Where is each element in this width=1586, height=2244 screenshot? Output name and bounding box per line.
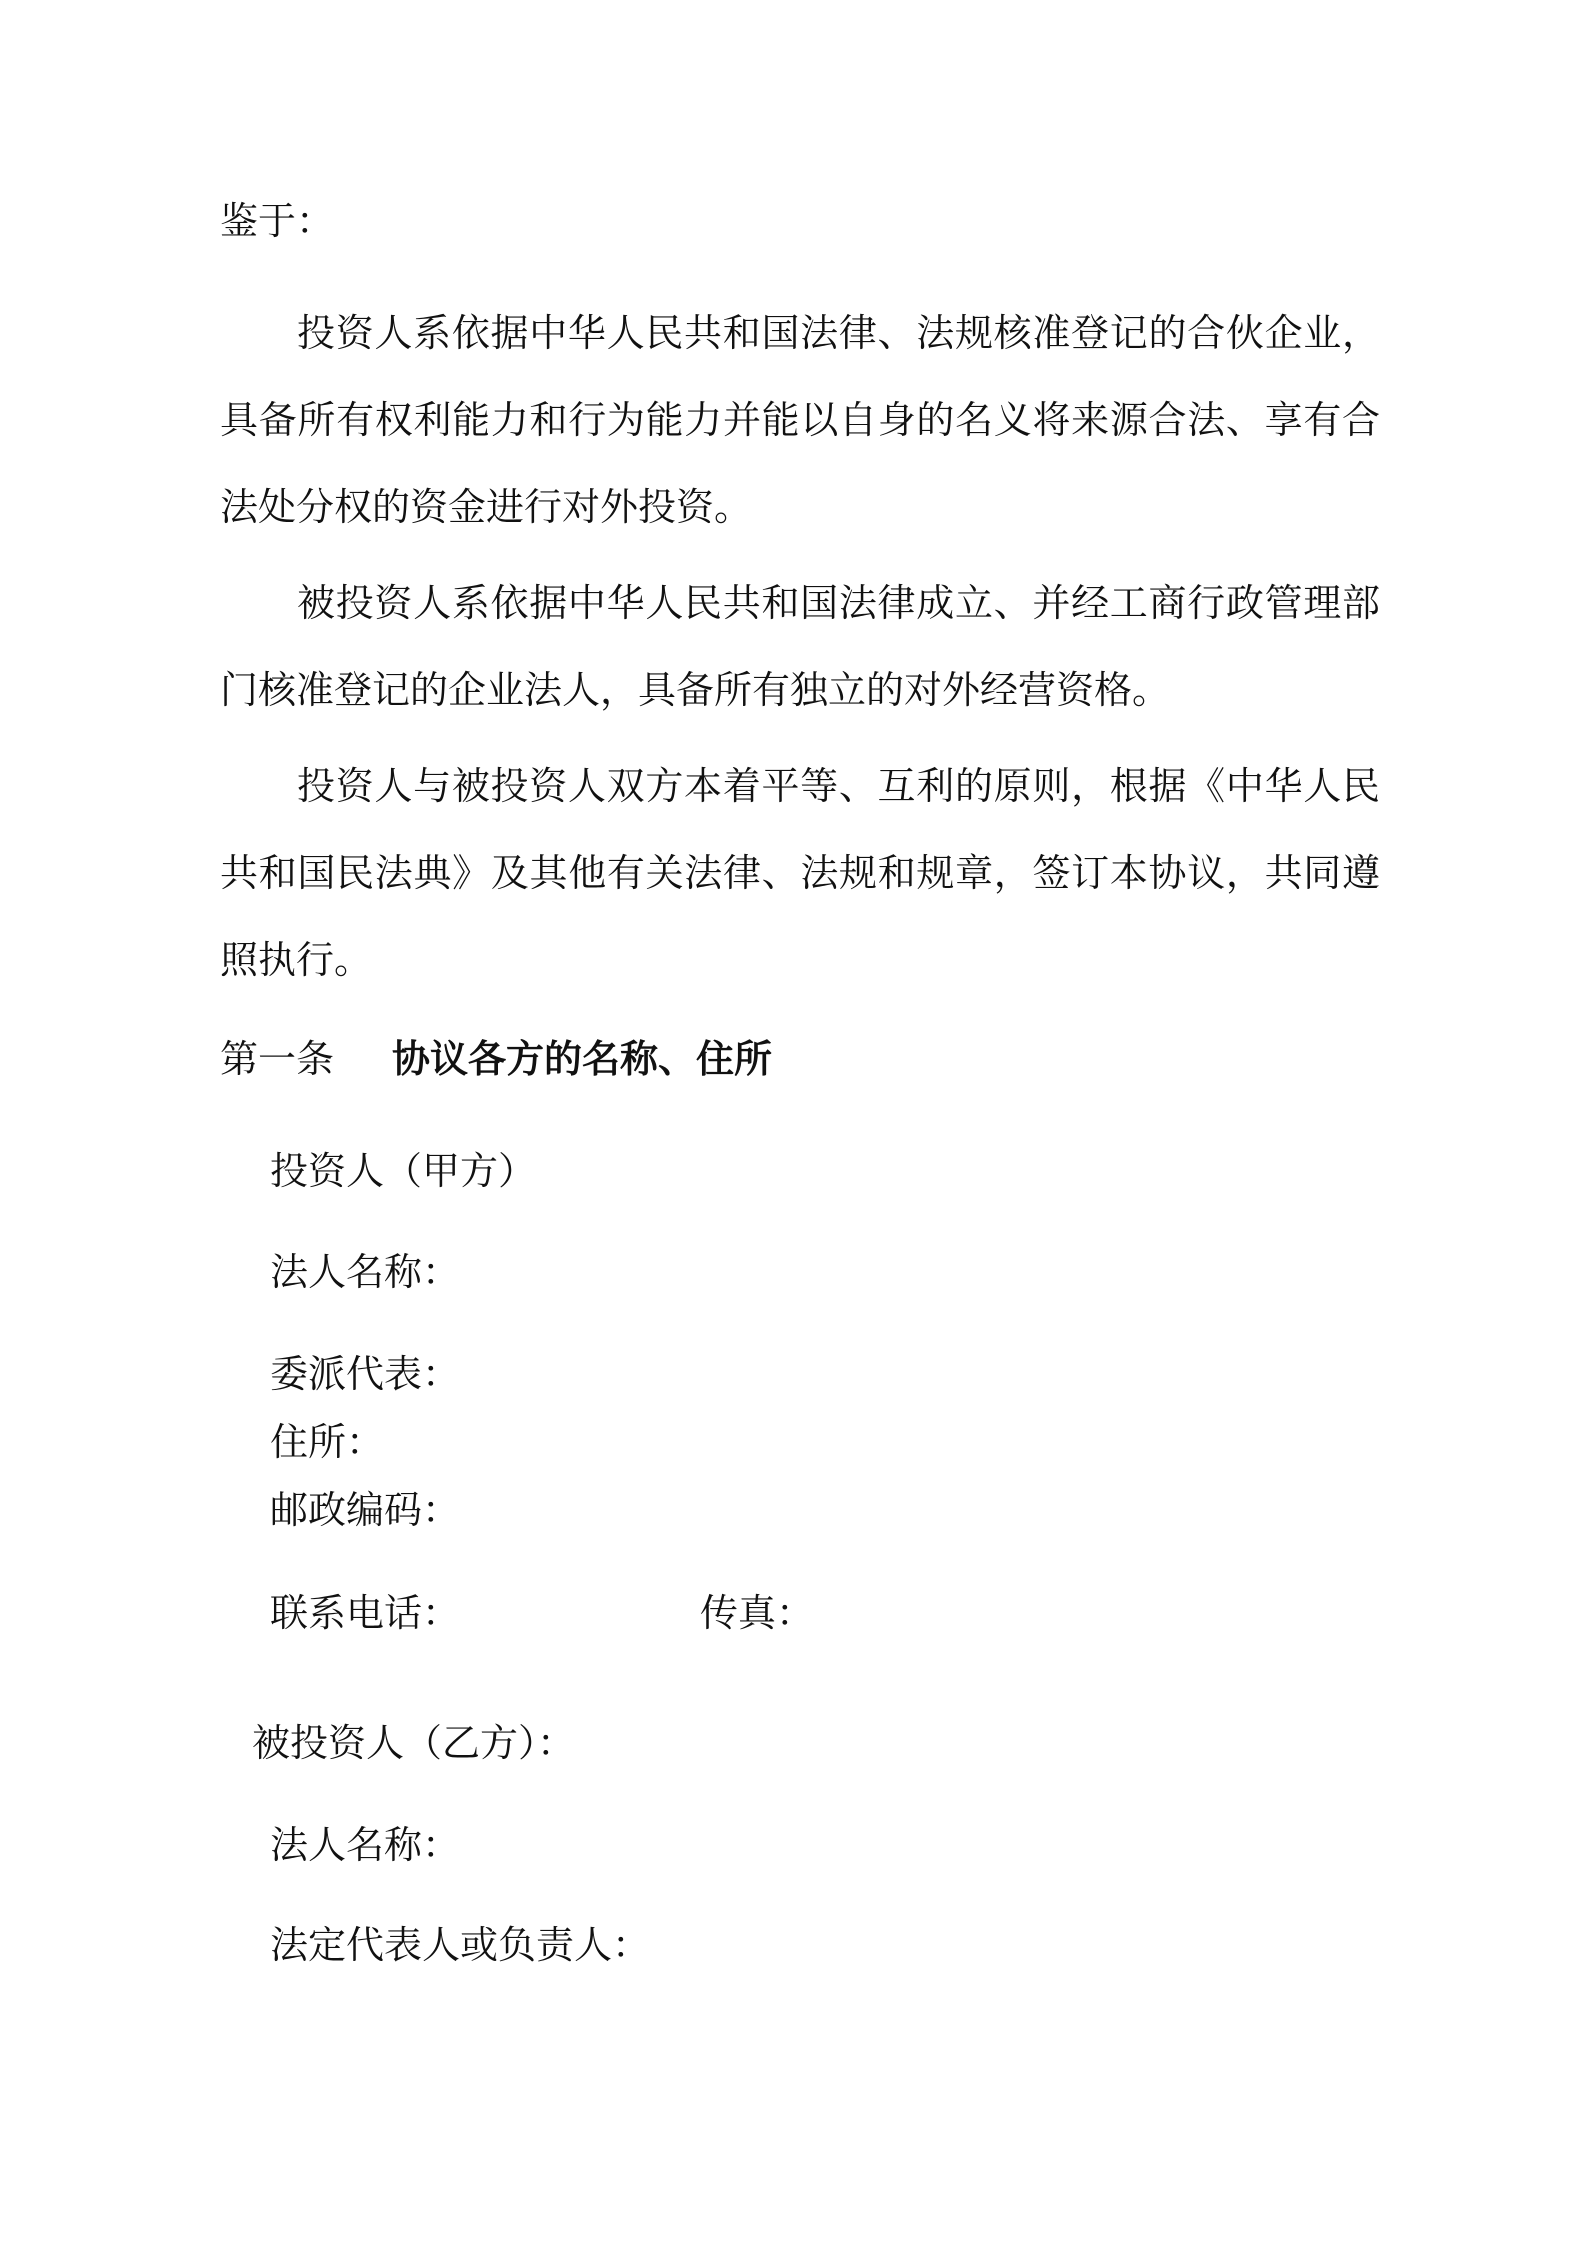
paragraph-investor: 投资人系依据中华人民共和国法律、法规核准登记的合伙企业，具备所有权利能力和行为能力并能以自身的名义将来源合法、享有合法处分权的资金进行对外投资。 (220, 311, 1380, 529)
party-a-legal-name-label: 法人名称： (270, 1250, 461, 1294)
party-a-fax-label: 传真： (700, 1591, 815, 1635)
article-title: 协议各方的名称、住所 (392, 1037, 773, 1081)
party-a-heading: 投资人（甲方） (270, 1149, 537, 1193)
party-a-phone-label: 联系电话： (270, 1591, 461, 1635)
party-b-legal-rep-label: 法定代表人或负责人： (270, 1923, 651, 1967)
whereas-label: 鉴于： (220, 199, 335, 243)
paragraph-investee: 被投资人系依据中华人民共和国法律成立、并经工商行政管理部门核准登记的企业法人，具备所有独立的对外经营资格。 (220, 581, 1380, 712)
paragraph-agreement: 投资人与被投资人双方本着平等、互利的原则，根据《中华人民共和国民法典》及其他有关法律、法规和规章，签订本协议，共同遵照执行。 (220, 764, 1380, 982)
party-a-address-label: 住所： (270, 1420, 385, 1464)
party-b-legal-name-label: 法人名称： (270, 1823, 461, 1867)
party-a-postcode-label: 邮政编码： (270, 1488, 461, 1532)
party-a-representative-label: 委派代表： (270, 1352, 461, 1396)
party-b-heading: 被投资人（乙方）： (252, 1721, 576, 1765)
article-number: 第一条 (220, 1037, 335, 1081)
